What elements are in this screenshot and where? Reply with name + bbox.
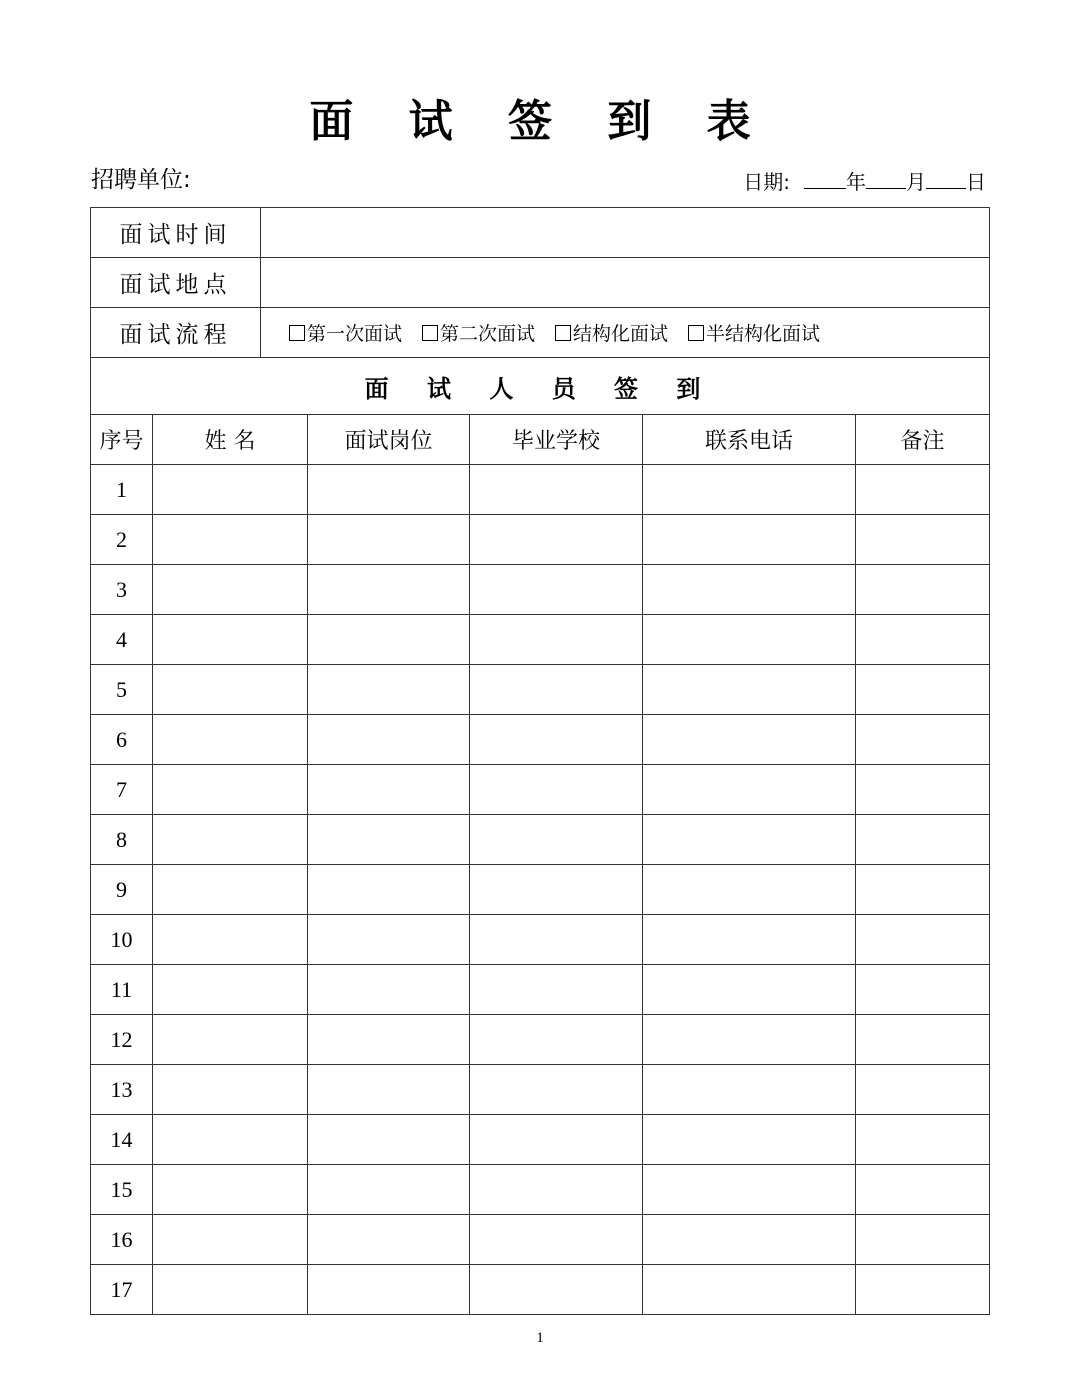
position-cell[interactable] (308, 865, 470, 915)
row-number: 7 (91, 765, 153, 815)
checkbox-icon[interactable] (688, 325, 704, 341)
position-cell[interactable] (308, 1265, 470, 1315)
table-row (91, 565, 990, 615)
position-cell[interactable] (308, 465, 470, 515)
school-cell[interactable] (470, 915, 643, 965)
phone-cell[interactable] (643, 615, 856, 665)
row-number: 6 (91, 715, 153, 765)
name-cell[interactable] (153, 1065, 308, 1115)
position-cell[interactable] (308, 765, 470, 815)
school-cell[interactable] (470, 1065, 643, 1115)
phone-cell[interactable] (643, 665, 856, 715)
page-number: 1 (536, 1330, 544, 1346)
table-row (91, 1265, 990, 1315)
phone-cell[interactable] (643, 465, 856, 515)
school-cell[interactable] (470, 1215, 643, 1265)
school-cell[interactable] (470, 665, 643, 715)
table-row (91, 865, 990, 915)
month-blank[interactable] (866, 166, 906, 189)
option-label: 第二次面试 (440, 323, 536, 345)
position-cell[interactable] (308, 665, 470, 715)
column-header-number: 序号 (91, 415, 153, 465)
interview-location-row (91, 258, 990, 308)
phone-cell[interactable] (643, 815, 856, 865)
school-cell[interactable] (470, 615, 643, 665)
name-cell[interactable] (153, 765, 308, 815)
school-cell[interactable] (470, 1115, 643, 1165)
school-cell[interactable] (470, 515, 643, 565)
school-cell[interactable] (470, 1165, 643, 1215)
remarks-cell[interactable] (856, 465, 990, 515)
recruiting-unit-label: 招聘单位: (91, 167, 191, 193)
school-cell[interactable] (470, 565, 643, 615)
option-second-interview[interactable] (422, 319, 535, 346)
position-cell[interactable] (308, 965, 470, 1015)
signin-section-title: 面 试 人 员 签 到 (91, 358, 990, 415)
school-cell[interactable] (470, 715, 643, 765)
column-header-remarks: 备注 (856, 415, 990, 465)
column-header-position: 面试岗位 (308, 415, 470, 465)
phone-cell[interactable] (643, 1115, 856, 1165)
signin-section-row (91, 358, 990, 415)
table-row (91, 715, 990, 765)
remarks-cell[interactable] (856, 715, 990, 765)
interview-time-row (91, 208, 990, 258)
row-number: 17 (91, 1265, 153, 1315)
page-title: 面 试 签 到 表 (309, 96, 771, 147)
day-label: 日 (966, 170, 986, 194)
remarks-cell[interactable] (856, 1215, 990, 1265)
option-semi-structured-interview[interactable] (688, 319, 820, 346)
phone-cell[interactable] (643, 1265, 856, 1315)
name-cell[interactable] (153, 1115, 308, 1165)
school-cell[interactable] (470, 865, 643, 915)
table-row (91, 915, 990, 965)
phone-cell[interactable] (643, 1015, 856, 1065)
name-cell[interactable] (153, 615, 308, 665)
remarks-cell[interactable] (856, 765, 990, 815)
phone-cell[interactable] (643, 1165, 856, 1215)
row-number: 3 (91, 565, 153, 615)
school-cell[interactable] (470, 1265, 643, 1315)
option-label: 结构化面试 (573, 323, 669, 345)
position-cell[interactable] (308, 1065, 470, 1115)
remarks-cell[interactable] (856, 1015, 990, 1065)
year-label: 年 (846, 170, 866, 194)
checkbox-icon[interactable] (555, 325, 571, 341)
phone-cell[interactable] (643, 715, 856, 765)
option-structured-interview[interactable] (555, 319, 668, 346)
position-cell[interactable] (308, 1215, 470, 1265)
option-label: 第一次面试 (307, 323, 403, 345)
remarks-cell[interactable] (856, 565, 990, 615)
name-cell[interactable] (153, 965, 308, 1015)
date-label: 日期: (743, 170, 790, 194)
position-cell[interactable] (308, 1015, 470, 1065)
year-blank[interactable] (804, 166, 846, 189)
row-number: 13 (91, 1065, 153, 1115)
interview-time-label: 面试时间 (91, 208, 261, 258)
interview-process-row (91, 308, 990, 358)
row-number: 16 (91, 1215, 153, 1265)
name-cell[interactable] (153, 465, 308, 515)
day-blank[interactable] (926, 166, 966, 189)
column-header-phone: 联系电话 (643, 415, 856, 465)
row-number: 5 (91, 665, 153, 715)
remarks-cell[interactable] (856, 665, 990, 715)
phone-cell[interactable] (643, 965, 856, 1015)
row-number: 4 (91, 615, 153, 665)
school-cell[interactable] (470, 965, 643, 1015)
month-label: 月 (906, 170, 926, 194)
position-cell[interactable] (308, 565, 470, 615)
name-cell[interactable] (153, 1265, 308, 1315)
option-first-interview[interactable] (289, 319, 402, 346)
remarks-cell[interactable] (856, 865, 990, 915)
position-cell[interactable] (308, 915, 470, 965)
remarks-cell[interactable] (856, 1165, 990, 1215)
column-header-school: 毕业学校 (470, 415, 643, 465)
signin-form-table (90, 207, 990, 1315)
row-number: 11 (91, 965, 153, 1015)
name-cell[interactable] (153, 515, 308, 565)
school-cell[interactable] (470, 1015, 643, 1065)
interview-process-label: 面试流程 (91, 308, 261, 358)
interview-location-value[interactable] (261, 258, 990, 308)
remarks-cell[interactable] (856, 815, 990, 865)
column-header-name: 姓 名 (153, 415, 308, 465)
table-row (91, 665, 990, 715)
name-cell[interactable] (153, 1215, 308, 1265)
phone-cell[interactable] (643, 565, 856, 615)
name-cell[interactable] (153, 565, 308, 615)
row-number: 1 (91, 465, 153, 515)
school-cell[interactable] (470, 765, 643, 815)
name-cell[interactable] (153, 915, 308, 965)
row-number: 10 (91, 915, 153, 965)
table-row (91, 615, 990, 665)
phone-cell[interactable] (643, 865, 856, 915)
remarks-cell[interactable] (856, 1065, 990, 1115)
row-number: 12 (91, 1015, 153, 1065)
table-row (91, 815, 990, 865)
row-number: 8 (91, 815, 153, 865)
date-line (743, 166, 986, 197)
row-number: 9 (91, 865, 153, 915)
checkbox-icon[interactable] (289, 325, 305, 341)
school-cell[interactable] (470, 815, 643, 865)
position-cell[interactable] (308, 1115, 470, 1165)
position-cell[interactable] (308, 515, 470, 565)
checkbox-icon[interactable] (422, 325, 438, 341)
row-number: 2 (91, 515, 153, 565)
table-row (91, 515, 990, 565)
phone-cell[interactable] (643, 915, 856, 965)
name-cell[interactable] (153, 715, 308, 765)
table-row (91, 1165, 990, 1215)
table-row (91, 1015, 990, 1065)
name-cell[interactable] (153, 665, 308, 715)
phone-cell[interactable] (643, 1215, 856, 1265)
table-row (91, 1115, 990, 1165)
row-number: 15 (91, 1165, 153, 1215)
name-cell[interactable] (153, 1015, 308, 1065)
school-cell[interactable] (470, 465, 643, 515)
position-cell[interactable] (308, 715, 470, 765)
interview-process-options (261, 308, 990, 358)
position-cell[interactable] (308, 1165, 470, 1215)
table-row (91, 1065, 990, 1115)
phone-cell[interactable] (643, 765, 856, 815)
remarks-cell[interactable] (856, 515, 990, 565)
remarks-cell[interactable] (856, 1115, 990, 1165)
interview-location-label: 面试地点 (91, 258, 261, 308)
name-cell[interactable] (153, 1165, 308, 1215)
row-number: 14 (91, 1115, 153, 1165)
table-row (91, 465, 990, 515)
interview-time-value[interactable] (261, 208, 990, 258)
remarks-cell[interactable] (856, 1265, 990, 1315)
table-row (91, 965, 990, 1015)
remarks-cell[interactable] (856, 915, 990, 965)
position-cell[interactable] (308, 615, 470, 665)
option-label: 半结构化面试 (706, 323, 821, 345)
column-header-row (91, 415, 990, 465)
name-cell[interactable] (153, 815, 308, 865)
remarks-cell[interactable] (856, 965, 990, 1015)
phone-cell[interactable] (643, 1065, 856, 1115)
table-row (91, 1215, 990, 1265)
phone-cell[interactable] (643, 515, 856, 565)
position-cell[interactable] (308, 815, 470, 865)
name-cell[interactable] (153, 865, 308, 915)
remarks-cell[interactable] (856, 615, 990, 665)
table-row (91, 765, 990, 815)
